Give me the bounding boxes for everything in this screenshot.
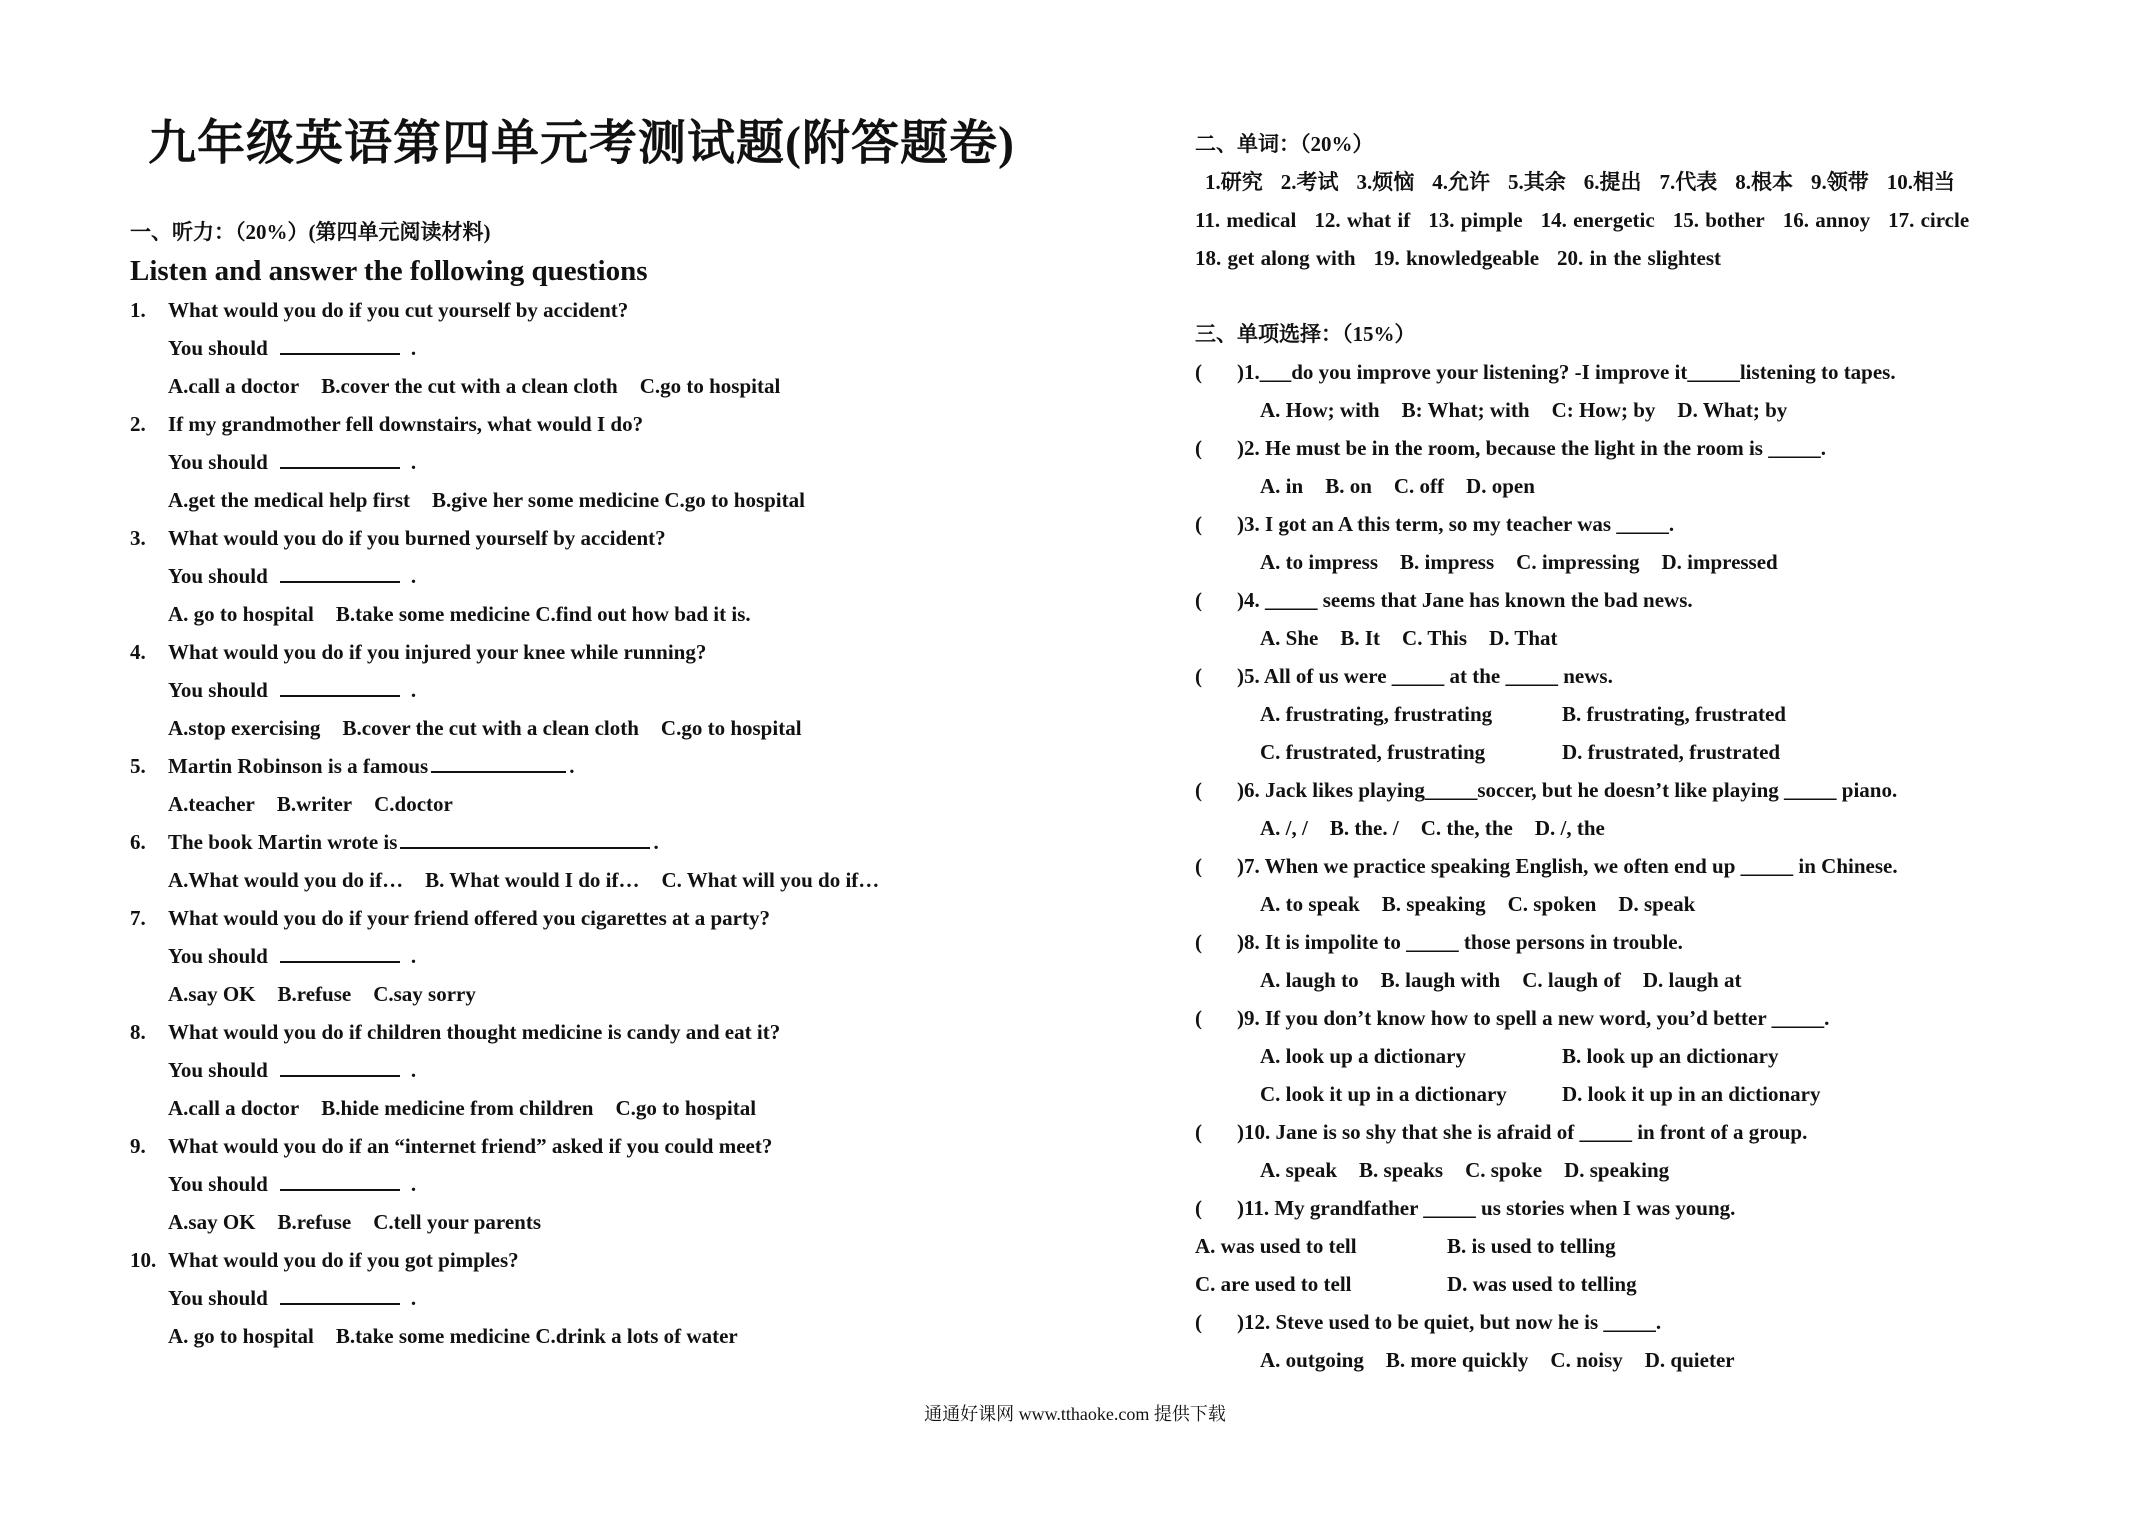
vocab-item: 14. energetic <box>1540 208 1655 232</box>
options-line <box>130 709 1130 747</box>
answer-blank[interactable] <box>400 825 650 849</box>
answer-paren[interactable]: ( <box>1195 778 1202 802</box>
vocab-item: 19. knowledgeable <box>1373 246 1540 270</box>
choice-stem: )3. I got an A this term, so my teacher was _____. <box>1237 512 1675 536</box>
option[interactable]: A.get the medical help first <box>168 488 411 512</box>
choice-stem: )11. My grandfather _____ us stories when I was young. <box>1237 1196 1736 1220</box>
question-number: 2. <box>130 412 146 436</box>
choice-option[interactable]: C. off <box>1393 474 1445 498</box>
choice-option[interactable]: D. laugh at <box>1642 968 1742 992</box>
vocab-item: 12. what if <box>1314 208 1411 232</box>
listening-heading: 一、听力：（20%）(第四单元阅读材料) <box>130 220 491 244</box>
vocab-item: 16. annoy <box>1782 208 1871 232</box>
choice-option[interactable]: C. look it up in a dictionary <box>1260 1082 1507 1106</box>
answer-prefix: You should <box>168 1286 268 1310</box>
choice-option[interactable]: B. is used to telling <box>1447 1234 1616 1258</box>
answer-blank[interactable] <box>431 749 566 773</box>
vocab-item: 8.根本 <box>1735 170 1793 194</box>
answer-paren[interactable]: ( <box>1195 436 1202 460</box>
choice-option[interactable]: D. impressed <box>1661 550 1778 574</box>
choice-option[interactable]: B. on <box>1325 474 1372 498</box>
answer-period: . <box>410 1286 417 1310</box>
choice-stem: )2. He must be in the room, because the light in the room is _____. <box>1237 436 1826 460</box>
choice-option[interactable]: C. laugh of <box>1522 968 1621 992</box>
option[interactable]: A. go to hospital <box>168 602 314 626</box>
question-number: 3. <box>130 526 146 550</box>
choice-question <box>1195 1303 2045 1341</box>
choice-option[interactable]: C. noisy <box>1550 1348 1623 1372</box>
answer-prefix: You should <box>168 1058 268 1082</box>
choice-option[interactable]: D. What; by <box>1677 398 1788 422</box>
question-line <box>130 1013 1130 1051</box>
answer-paren[interactable]: ( <box>1195 930 1202 954</box>
question-line <box>130 1127 1130 1165</box>
options-line <box>130 975 1130 1013</box>
choice-option[interactable]: B. look up an dictionary <box>1562 1044 1779 1068</box>
choice-option[interactable]: A. speak <box>1260 1158 1338 1182</box>
choice-option[interactable]: A. How; with <box>1260 398 1380 422</box>
option[interactable]: C.go to hospital <box>615 1096 757 1120</box>
choice-option[interactable]: A. in <box>1260 474 1304 498</box>
answer-line <box>130 937 1130 975</box>
choice-stem: )5. All of us were _____ at the _____ news. <box>1237 664 1613 688</box>
question-text: What would you do if your friend offered you cigarettes at a party? <box>168 906 770 930</box>
question-line <box>130 747 1130 785</box>
choice-option[interactable]: A. laugh to <box>1260 968 1359 992</box>
choice-question <box>1195 1113 2045 1151</box>
choice-option[interactable]: A. look up a dictionary <box>1260 1044 1466 1068</box>
choice-stem: )10. Jane is so shy that she is afraid of _____ in front of a group. <box>1237 1120 1808 1144</box>
choice-option[interactable]: C. spoke <box>1465 1158 1543 1182</box>
answer-line <box>130 1051 1130 1089</box>
page-title: 九年级英语第四单元考测试题(附答题卷) <box>148 117 1015 170</box>
answer-period: . <box>410 450 417 474</box>
choice-option[interactable]: D. quieter <box>1644 1348 1735 1372</box>
options-line <box>130 1089 1130 1127</box>
choice-question <box>1195 429 2045 467</box>
vocab-item: 4.允许 <box>1432 170 1490 194</box>
choice-stem: )8. It is impolite to _____ those persons in trouble. <box>1237 930 1683 954</box>
option[interactable]: A.call a doctor <box>168 374 300 398</box>
question-text: Martin Robinson is a famous <box>168 754 429 778</box>
choice-stem: )12. Steve used to be quiet, but now he is _____. <box>1237 1310 1662 1334</box>
answer-blank[interactable] <box>280 1281 400 1305</box>
answer-blank[interactable] <box>280 445 400 469</box>
answer-period: . <box>653 830 659 854</box>
answer-line <box>130 443 1130 481</box>
listening-questions <box>130 291 1130 1355</box>
vocab-item: 17. circle <box>1888 208 1970 232</box>
choice-option[interactable]: B: What; with <box>1401 398 1530 422</box>
answer-line <box>130 557 1130 595</box>
options-line <box>130 785 1130 823</box>
option[interactable]: C.go to hospital <box>660 716 802 740</box>
vocab-item: 5.其余 <box>1508 170 1566 194</box>
option[interactable]: B.writer <box>276 792 353 816</box>
answer-line <box>130 1279 1130 1317</box>
choice-option[interactable]: D. was used to telling <box>1447 1272 1637 1296</box>
answer-paren[interactable]: ( <box>1195 1006 1202 1030</box>
question-text: What would you do if you got pimples? <box>168 1248 519 1272</box>
answer-line <box>130 329 1130 367</box>
vocab-row <box>1195 239 2045 277</box>
option[interactable]: C.tell your parents <box>373 1210 542 1234</box>
choice-option[interactable]: C: How; by <box>1551 398 1656 422</box>
vocab-row <box>1195 163 2045 201</box>
choice-option[interactable]: C. spoken <box>1507 892 1597 916</box>
vocab-item: 3.烦恼 <box>1356 170 1415 194</box>
vocab-heading: 二、单词：（20%） <box>1195 132 1374 156</box>
choice-option[interactable]: A. /, / <box>1260 816 1308 840</box>
choice-questions <box>1195 353 2045 1379</box>
answer-period: . <box>569 754 575 778</box>
choice-option[interactable]: D. look it up in an dictionary <box>1562 1082 1821 1106</box>
choice-option[interactable]: A. was used to tell <box>1195 1234 1357 1258</box>
choice-options <box>1195 391 2045 429</box>
answer-prefix: You should <box>168 944 268 968</box>
option[interactable]: C. What will you do if… <box>661 868 880 892</box>
option[interactable]: C.go to hospital <box>639 374 781 398</box>
choice-options <box>1195 1265 2045 1303</box>
answer-blank[interactable] <box>280 1053 400 1077</box>
choice-question <box>1195 771 2045 809</box>
option[interactable]: B.hide medicine from children <box>321 1096 594 1120</box>
choice-question <box>1195 847 2045 885</box>
choice-stem: )9. If you don’t know how to spell a new word, you’d better _____. <box>1237 1006 1830 1030</box>
option[interactable]: B. What would I do if… <box>425 868 640 892</box>
question-text: What would you do if children thought medicine is candy and eat it? <box>168 1020 781 1044</box>
choice-options <box>1195 695 2045 733</box>
question-text: If my grandmother fell downstairs, what would I do? <box>168 412 644 436</box>
choice-options <box>1195 1341 2045 1379</box>
choice-option[interactable]: B. more quickly <box>1385 1348 1529 1372</box>
answer-paren[interactable]: ( <box>1195 664 1202 688</box>
choice-option[interactable]: B. the. / <box>1329 816 1399 840</box>
choice-options <box>1195 1075 2045 1113</box>
vocab-item: 11. medical <box>1195 208 1297 232</box>
vocab-item: 1.研究 <box>1205 170 1263 194</box>
choice-options <box>1195 1227 2045 1265</box>
answer-paren[interactable]: ( <box>1195 360 1202 384</box>
choice-question <box>1195 505 2045 543</box>
option[interactable]: B.give her some medicine C.go to hospital <box>432 488 805 512</box>
answer-blank[interactable] <box>280 331 400 355</box>
question-number: 8. <box>130 1020 146 1044</box>
choice-stem: )1.___do you improve your listening? -I improve it_____listening to tapes. <box>1237 360 1896 384</box>
question-line <box>130 633 1130 671</box>
question-text: What would you do if you cut yourself by accident? <box>168 298 629 322</box>
choice-option[interactable]: D. speaking <box>1564 1158 1670 1182</box>
choice-question <box>1195 1189 2045 1227</box>
answer-period: . <box>410 564 417 588</box>
choice-options <box>1195 961 2045 999</box>
answer-paren[interactable]: ( <box>1195 588 1202 612</box>
choice-option[interactable]: B. speaks <box>1359 1158 1444 1182</box>
option[interactable]: A.say OK <box>168 1210 256 1234</box>
answer-blank[interactable] <box>280 939 400 963</box>
options-line <box>130 595 1130 633</box>
question-line <box>130 291 1130 329</box>
option[interactable]: C.doctor <box>374 792 453 816</box>
choice-option[interactable]: C. the, the <box>1420 816 1513 840</box>
choice-option[interactable]: D. That <box>1489 626 1558 650</box>
question-line <box>130 823 1130 861</box>
vocab-item: 2.考试 <box>1280 170 1339 194</box>
choice-question <box>1195 581 2045 619</box>
right-column <box>1195 125 2045 1379</box>
answer-prefix: You should <box>168 1172 268 1196</box>
choice-option[interactable]: D. open <box>1466 474 1535 498</box>
answer-line <box>130 1165 1130 1203</box>
answer-line <box>130 671 1130 709</box>
question-number: 4. <box>130 640 146 664</box>
option[interactable]: A.say OK <box>168 982 256 1006</box>
choice-option[interactable]: D. speak <box>1618 892 1696 916</box>
answer-blank[interactable] <box>280 673 400 697</box>
choice-options <box>1195 809 2045 847</box>
vocab-item: 7.代表 <box>1659 170 1718 194</box>
question-number: 6. <box>130 830 146 854</box>
answer-prefix: You should <box>168 564 268 588</box>
option[interactable]: A. go to hospital <box>168 1324 314 1348</box>
choice-options <box>1195 1151 2045 1189</box>
answer-blank[interactable] <box>280 1167 400 1191</box>
choice-option[interactable]: A. frustrating, frustrating <box>1260 702 1493 726</box>
choice-option[interactable]: C. are used to tell <box>1195 1272 1352 1296</box>
choice-option[interactable]: C. frustrated, frustrating <box>1260 740 1486 764</box>
question-number: 9. <box>130 1134 146 1158</box>
question-number: 1. <box>130 298 146 322</box>
vocab-list <box>1195 163 2045 277</box>
answer-period: . <box>410 944 417 968</box>
option[interactable]: B.refuse <box>277 982 352 1006</box>
choice-question <box>1195 353 2045 391</box>
option[interactable]: C.say sorry <box>373 982 476 1006</box>
footer-credit: 通通好课网 www.tthaoke.com 提供下载 <box>924 1404 1226 1424</box>
choice-option[interactable]: B. laugh with <box>1380 968 1501 992</box>
question-text: The book Martin wrote is <box>168 830 398 854</box>
choice-question <box>1195 999 2045 1037</box>
choice-stem: )6. Jack likes playing_____soccer, but he doesn’t like playing _____ piano. <box>1237 778 1898 802</box>
choice-options <box>1195 885 2045 923</box>
choice-options <box>1195 733 2045 771</box>
choice-option[interactable]: D. frustrated, frustrated <box>1562 740 1781 764</box>
listening-section <box>130 213 1130 1355</box>
choice-option[interactable]: B. impress <box>1400 550 1495 574</box>
question-number: 7. <box>130 906 146 930</box>
answer-paren[interactable]: ( <box>1195 1310 1202 1334</box>
answer-paren[interactable]: ( <box>1195 1120 1202 1144</box>
vocab-row <box>1195 201 2045 239</box>
question-line <box>130 1241 1130 1279</box>
answer-paren[interactable]: ( <box>1195 512 1202 536</box>
choice-stem: )4. _____ seems that Jane has known the bad news. <box>1237 588 1693 612</box>
choice-options <box>1195 1037 2045 1075</box>
choice-options <box>1195 619 2045 657</box>
option[interactable]: A.teacher <box>168 792 255 816</box>
answer-paren[interactable]: ( <box>1195 854 1202 878</box>
answer-period: . <box>410 678 417 702</box>
question-text: What would you do if an “internet friend” asked if you could meet? <box>168 1134 773 1158</box>
option[interactable]: A.call a doctor <box>168 1096 300 1120</box>
vocab-item: 10.相当 <box>1886 170 1955 194</box>
question-number: 5. <box>130 754 146 778</box>
listening-subheading: Listen and answer the following questions <box>130 255 648 287</box>
question-line <box>130 405 1130 443</box>
option[interactable]: B.cover the cut with a clean cloth <box>321 374 618 398</box>
choice-heading: 三、单项选择：（15%） <box>1195 322 1416 346</box>
vocab-item: 9.领带 <box>1811 170 1869 194</box>
question-text: What would you do if you burned yourself by accident? <box>168 526 666 550</box>
options-line <box>130 367 1130 405</box>
choice-option[interactable]: A. to impress <box>1260 550 1379 574</box>
question-line <box>130 899 1130 937</box>
option[interactable]: B.take some medicine C.find out how bad it is. <box>335 602 751 626</box>
question-line <box>130 519 1130 557</box>
options-line <box>130 1203 1130 1241</box>
options-line <box>130 481 1130 519</box>
choice-option[interactable]: B. It <box>1340 626 1381 650</box>
question-number: 10. <box>130 1248 157 1272</box>
choice-question <box>1195 923 2045 961</box>
vocab-item: 20. in the slightest <box>1557 246 1722 270</box>
answer-period: . <box>410 1058 417 1082</box>
option[interactable]: B.take some medicine C.drink a lots of water <box>335 1324 738 1348</box>
choice-option[interactable]: A. She <box>1260 626 1319 650</box>
options-line <box>130 861 1130 899</box>
answer-period: . <box>410 1172 417 1196</box>
choice-option[interactable]: C. This <box>1402 626 1468 650</box>
answer-blank[interactable] <box>280 559 400 583</box>
choice-options <box>1195 543 2045 581</box>
option[interactable]: B.refuse <box>277 1210 352 1234</box>
choice-question <box>1195 657 2045 695</box>
answer-prefix: You should <box>168 678 268 702</box>
choice-option[interactable]: D. /, the <box>1534 816 1605 840</box>
answer-prefix: You should <box>168 450 268 474</box>
options-line <box>130 1317 1130 1355</box>
choice-option[interactable]: C. impressing <box>1516 550 1640 574</box>
option[interactable]: A.stop exercising <box>168 716 321 740</box>
option[interactable]: A.What would you do if… <box>168 868 404 892</box>
choice-options <box>1195 467 2045 505</box>
answer-paren[interactable]: ( <box>1195 1196 1202 1220</box>
choice-option[interactable]: B. frustrating, frustrated <box>1562 702 1786 726</box>
choice-option[interactable]: A. outgoing <box>1260 1348 1364 1372</box>
question-text: What would you do if you injured your knee while running? <box>168 640 707 664</box>
vocab-item: 15. bother <box>1672 208 1765 232</box>
answer-period: . <box>410 336 417 360</box>
vocab-item: 13. pimple <box>1428 208 1523 232</box>
answer-prefix: You should <box>168 336 268 360</box>
choice-stem: )7. When we practice speaking English, we often end up _____ in Chinese. <box>1237 854 1898 878</box>
choice-option[interactable]: A. to speak <box>1260 892 1360 916</box>
option[interactable]: B.cover the cut with a clean cloth <box>342 716 639 740</box>
choice-option[interactable]: B. speaking <box>1381 892 1486 916</box>
vocab-item: 18. get along with <box>1195 246 1356 270</box>
vocab-item: 6.提出 <box>1583 170 1642 194</box>
